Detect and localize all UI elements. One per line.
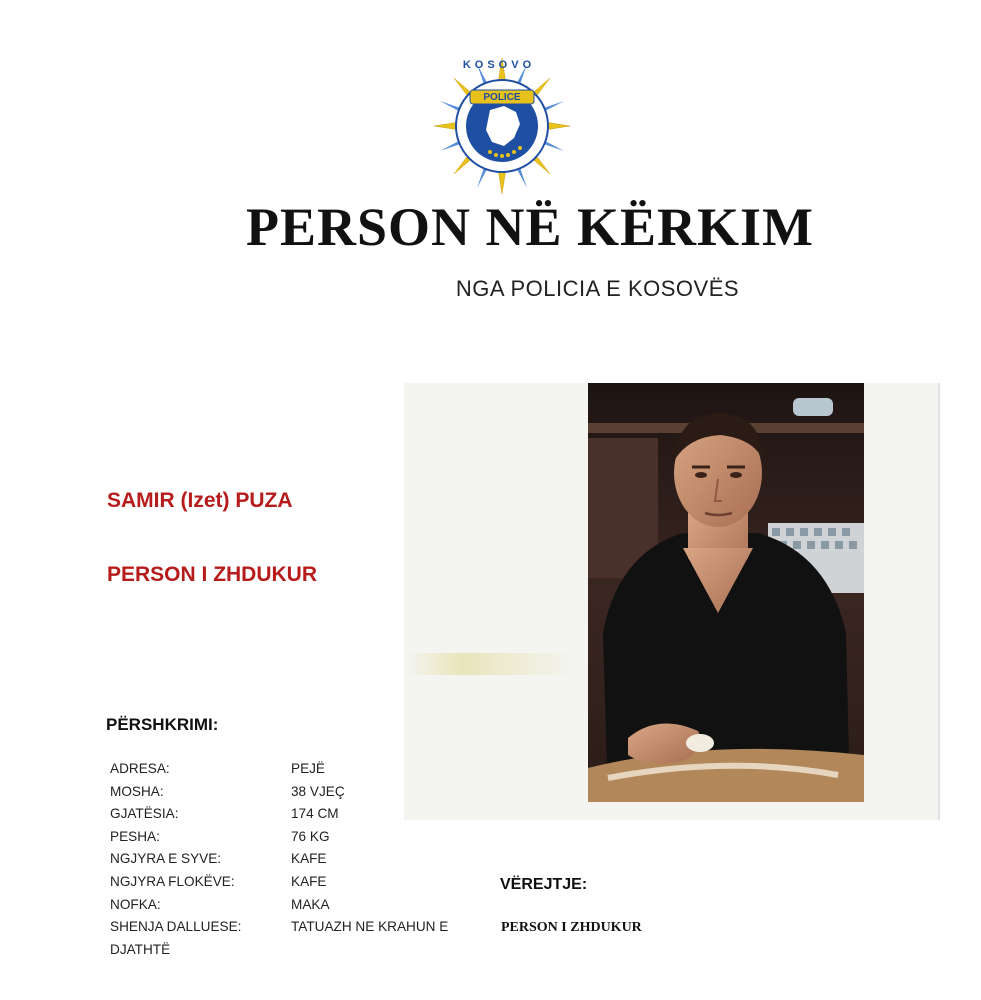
row-label: NOFKA: — [110, 896, 161, 912]
row-value: KAFE — [291, 873, 327, 889]
person-photo — [588, 383, 864, 802]
logo-text-top: KOSOVO — [462, 59, 536, 71]
row-value: PEJË — [291, 761, 325, 776]
subtitle-text: NGA POLICIA E KOSOVËS — [455, 276, 740, 301]
description-row — [110, 916, 490, 939]
remarks-text: PERSON I ZHDUKUR — [501, 920, 642, 935]
description-row — [110, 848, 490, 871]
description-heading: PËRSHKRIMI: — [106, 715, 219, 734]
description-row — [110, 871, 490, 894]
logo-band-text: POLICE — [483, 92, 521, 103]
description-row — [110, 826, 490, 849]
description-row — [110, 894, 490, 917]
row-value — [291, 939, 490, 962]
row-value: 38 VJEÇ — [291, 783, 345, 799]
row-value: MAKA — [291, 896, 330, 912]
row-label: GJATËSIA: — [110, 806, 179, 822]
row-label: SHENJA DALLUESE: — [110, 919, 242, 935]
row-value: 174 CM — [291, 806, 339, 822]
kosovo-police-logo — [432, 56, 572, 196]
row-label: ADRESA: — [110, 761, 170, 776]
description-table — [110, 758, 490, 961]
row-value: TATUAZH NE KRAHUN E — [291, 919, 449, 935]
description-row — [110, 803, 490, 826]
person-name: SAMIR (Izet) PUZA — [107, 489, 293, 512]
row-label: PESHA: — [110, 828, 160, 844]
scan-smudge — [406, 653, 576, 675]
row-label: MOSHA: — [110, 783, 164, 799]
person-status: PERSON I ZHDUKUR — [107, 563, 318, 586]
row-label: DJATHTË — [110, 941, 171, 957]
row-label: NGJYRA E SYVE: — [110, 851, 222, 867]
page-title: PERSON NË KËRKIM — [245, 197, 815, 257]
description-row — [110, 781, 490, 804]
row-label: NGJYRA FLOKËVE: — [110, 873, 235, 889]
row-value: KAFE — [291, 851, 327, 867]
remarks-heading: VËREJTJE: — [500, 876, 588, 893]
page-subtitle — [0, 276, 981, 302]
row-value: 76 KG — [291, 828, 330, 844]
description-row — [110, 758, 490, 781]
description-row — [110, 939, 490, 962]
